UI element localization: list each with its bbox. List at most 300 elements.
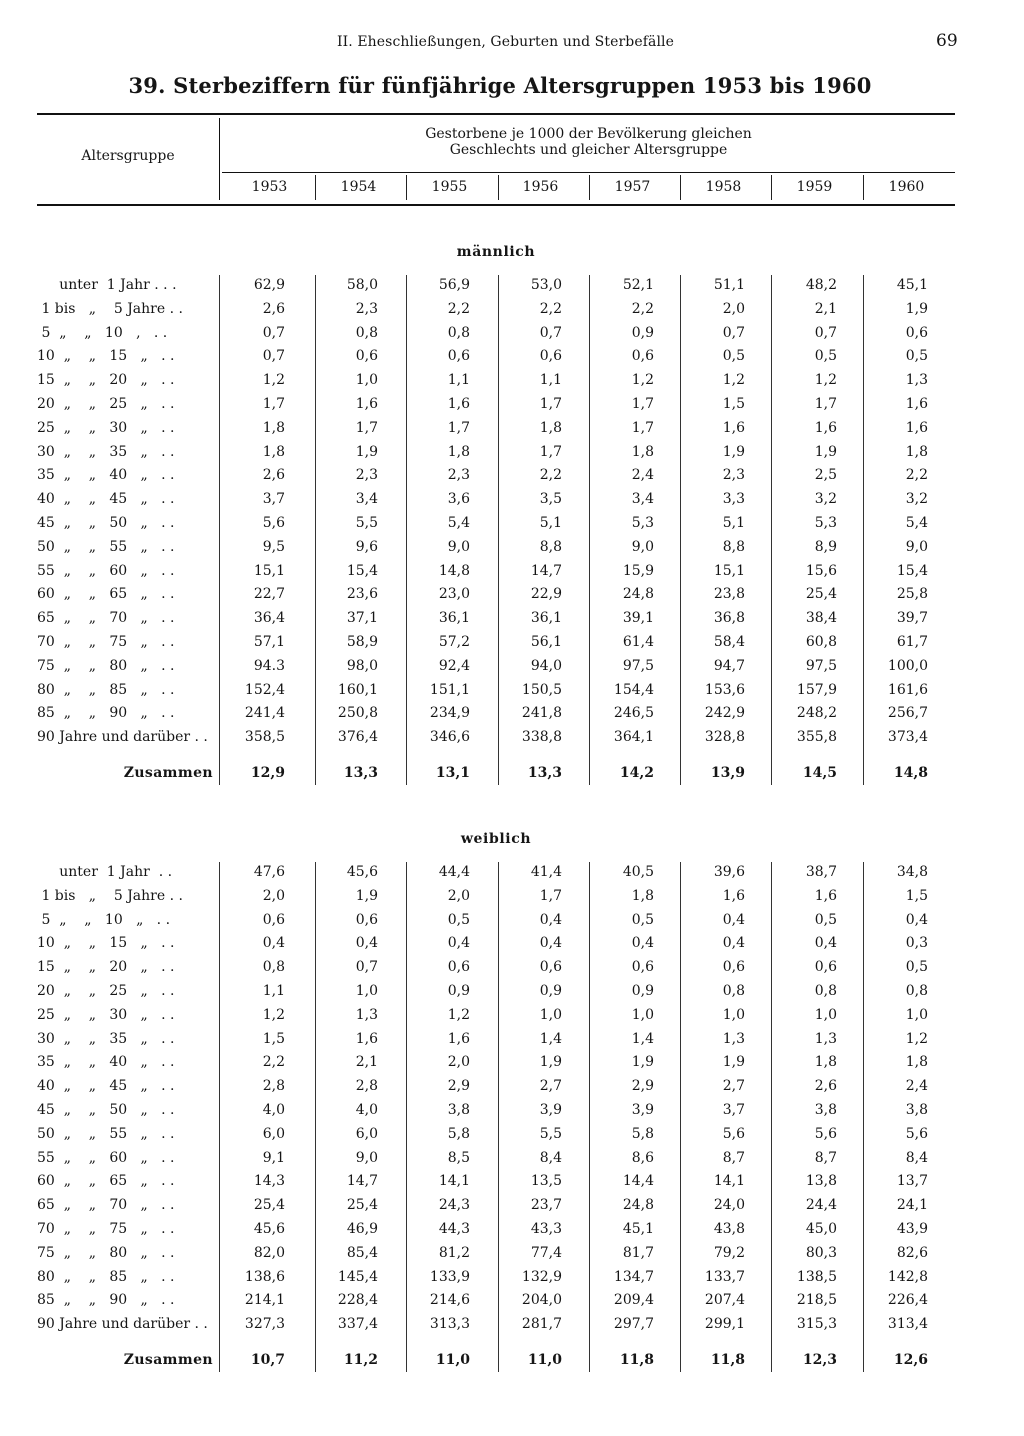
table-cell: 0,6 <box>631 959 654 976</box>
row-label: 20 „ „ 25 „ . . <box>37 983 175 999</box>
table-cell: 56,9 <box>438 277 470 293</box>
row-label: 70 „ „ 75 „ . . <box>37 1221 175 1237</box>
table-cell: 8,9 <box>814 538 837 555</box>
table-cell: 8,6 <box>631 1149 654 1166</box>
table-cell: 62,9 <box>253 277 285 293</box>
table-row <box>0 1126 1000 1150</box>
row-label: 35 „ „ 40 „ . . <box>37 1054 175 1071</box>
table-row <box>0 372 1000 396</box>
year-separator <box>771 175 772 200</box>
table-cell: 3,2 <box>905 491 928 508</box>
stub-divider <box>219 118 220 200</box>
table-cell: 24,4 <box>805 1197 837 1214</box>
table-cell: 0,6 <box>447 959 470 976</box>
table-cell: 1,7 <box>539 443 562 460</box>
table-cell: 0,7 <box>539 324 562 341</box>
table-cell: 61,4 <box>622 634 654 650</box>
table-cell: 1,2 <box>262 372 285 389</box>
table-row <box>0 348 1000 372</box>
table-cell: 315,3 <box>796 1316 837 1333</box>
running-head: II. Eheschließungen, Geburten und Sterbefälle <box>337 34 674 50</box>
table-row <box>0 983 1000 1007</box>
table-cell: 45,6 <box>346 864 378 880</box>
table-cell: 22,7 <box>253 586 285 603</box>
table-cell: 14,7 <box>346 1173 378 1190</box>
table-cell: 3,4 <box>631 491 654 508</box>
table-cell: 1,3 <box>905 372 928 389</box>
table-row <box>0 888 1000 912</box>
table-cell: 2,1 <box>355 1054 378 1071</box>
head-inner-rule <box>222 172 955 173</box>
table-cell: 97,5 <box>805 657 837 674</box>
table-cell: 14,1 <box>438 1173 470 1190</box>
table-cell: 241,4 <box>244 705 285 722</box>
table-cell: 1,6 <box>814 419 837 436</box>
table-row <box>0 658 1000 682</box>
row-label: 25 „ „ 30 „ . . <box>37 1006 175 1023</box>
row-label: 65 „ „ 70 „ . . <box>37 1197 175 1214</box>
table-cell: 2,9 <box>631 1078 654 1095</box>
table-cell: 44,3 <box>438 1221 470 1237</box>
table-row <box>0 1007 1000 1031</box>
table-cell: 81,7 <box>622 1244 654 1261</box>
table-cell: 1,8 <box>814 1054 837 1071</box>
table-cell: 43,8 <box>713 1221 745 1237</box>
table-cell: 97,5 <box>622 657 654 674</box>
table-cell: 60,8 <box>805 634 837 650</box>
table-cell: 0,9 <box>631 324 654 341</box>
table-cell: 2,8 <box>355 1078 378 1095</box>
table-cell: 45,1 <box>896 277 928 293</box>
table-cell: 0,8 <box>262 959 285 976</box>
total-cell: 11,0 <box>527 1352 562 1368</box>
row-label: 25 „ „ 30 „ . . <box>37 419 175 436</box>
table-cell: 1,0 <box>355 372 378 389</box>
row-label: 50 „ „ 55 „ . . <box>37 538 175 555</box>
table-cell: 0,9 <box>447 983 470 999</box>
table-cell: 0,4 <box>905 911 928 928</box>
table-cell: 0,6 <box>262 911 285 928</box>
table-row <box>0 396 1000 420</box>
table-cell: 3,6 <box>447 491 470 508</box>
row-label: 60 „ „ 65 „ . . <box>37 1173 175 1190</box>
table-cell: 8,7 <box>722 1149 745 1166</box>
table-cell: 2,6 <box>262 467 285 484</box>
table-cell: 37,1 <box>346 610 378 627</box>
table-cell: 1,9 <box>905 300 928 317</box>
row-label: unter 1 Jahr . . <box>37 864 173 880</box>
table-cell: 1,0 <box>722 1006 745 1023</box>
table-cell: 82,0 <box>253 1244 285 1261</box>
row-label: 15 „ „ 20 „ . . <box>37 959 175 976</box>
year-separator <box>498 175 499 200</box>
table-cell: 1,9 <box>722 443 745 460</box>
table-cell: 39,7 <box>896 610 928 627</box>
table-row <box>0 277 1000 301</box>
table-cell: 5,3 <box>631 515 654 531</box>
row-label: 35 „ „ 40 „ . . <box>37 467 175 484</box>
table-cell: 0,4 <box>722 911 745 928</box>
table-row <box>0 467 1000 491</box>
table-cell: 3,9 <box>539 1102 562 1118</box>
table-cell: 313,3 <box>429 1316 470 1333</box>
year-heading: 1958 <box>705 179 742 195</box>
table-cell: 25,4 <box>253 1197 285 1214</box>
table-cell: 1,0 <box>631 1006 654 1023</box>
table-cell: 79,2 <box>713 1244 745 1261</box>
table-cell: 1,8 <box>539 419 562 436</box>
table-cell: 2,0 <box>722 300 745 317</box>
table-cell: 358,5 <box>244 729 285 746</box>
table-cell: 142,8 <box>887 1268 928 1285</box>
table-cell: 45,6 <box>253 1221 285 1237</box>
row-label: 45 „ „ 50 „ . . <box>37 1102 175 1118</box>
table-row <box>0 491 1000 515</box>
table-cell: 3,9 <box>631 1102 654 1118</box>
table-cell: 0,5 <box>905 348 928 365</box>
table-row <box>0 1245 1000 1269</box>
table-cell: 1,4 <box>631 1030 654 1047</box>
table-row <box>0 444 1000 468</box>
table-cell: 58,4 <box>713 634 745 650</box>
table-cell: 5,6 <box>814 1125 837 1142</box>
table-cell: 242,9 <box>704 705 745 722</box>
table-cell: 3,8 <box>905 1102 928 1118</box>
table-cell: 250,8 <box>337 705 378 722</box>
year-heading: 1953 <box>251 179 288 195</box>
table-cell: 1,6 <box>355 396 378 412</box>
table-cell: 1,1 <box>539 372 562 389</box>
table-cell: 94,7 <box>713 657 745 674</box>
table-cell: 53,0 <box>530 277 562 293</box>
table-cell: 22,9 <box>530 586 562 603</box>
table-row <box>0 325 1000 349</box>
table-cell: 81,2 <box>438 1244 470 1261</box>
table-cell: 133,7 <box>704 1268 745 1285</box>
table-cell: 3,3 <box>722 491 745 508</box>
table-cell: 56,1 <box>530 634 562 650</box>
table-cell: 151,1 <box>429 681 470 698</box>
table-cell: 0,8 <box>355 324 378 341</box>
table-row <box>0 705 1000 729</box>
table-row <box>0 420 1000 444</box>
table-cell: 77,4 <box>530 1244 562 1261</box>
year-separator <box>863 175 864 200</box>
row-label: 65 „ „ 70 „ . . <box>37 610 175 627</box>
table-cell: 46,9 <box>346 1221 378 1237</box>
table-cell: 2,7 <box>539 1078 562 1095</box>
row-label: 15 „ „ 20 „ . . <box>37 372 175 389</box>
table-cell: 1,7 <box>814 396 837 412</box>
table-cell: 13,8 <box>805 1173 837 1190</box>
table-cell: 23,8 <box>713 586 745 603</box>
table-title: 39. Sterbeziffern für fünfjährige Altersgruppen 1953 bis 1960 <box>128 73 872 98</box>
table-cell: 2,3 <box>355 300 378 317</box>
table-cell: 9,5 <box>262 538 285 555</box>
row-label: 55 „ „ 60 „ . . <box>37 1149 175 1166</box>
row-label: 80 „ „ 85 „ . . <box>37 681 175 698</box>
row-label: 70 „ „ 75 „ . . <box>37 634 175 650</box>
table-cell: 0,5 <box>722 348 745 365</box>
table-cell: 2,5 <box>814 467 837 484</box>
table-cell: 45,0 <box>805 1221 837 1237</box>
table-cell: 1,9 <box>539 1054 562 1071</box>
table-cell: 1,9 <box>722 1054 745 1071</box>
table-cell: 297,7 <box>613 1316 654 1333</box>
row-label: 85 „ „ 90 „ . . <box>37 705 175 722</box>
table-cell: 256,7 <box>887 705 928 722</box>
table-cell: 5,3 <box>814 515 837 531</box>
table-cell: 0,4 <box>447 935 470 952</box>
table-cell: 6,0 <box>355 1125 378 1142</box>
total-cell: 13,1 <box>435 765 470 781</box>
table-cell: 82,6 <box>896 1244 928 1261</box>
table-cell: 1,6 <box>722 887 745 904</box>
table-cell: 15,6 <box>805 562 837 579</box>
table-cell: 1,6 <box>447 1030 470 1047</box>
row-label: unter 1 Jahr . . . <box>37 277 177 293</box>
table-cell: 204,0 <box>521 1292 562 1309</box>
total-cell: 11,8 <box>619 1352 654 1368</box>
table-cell: 0,7 <box>262 348 285 365</box>
table-cell: 0,4 <box>262 935 285 952</box>
table-cell: 6,0 <box>262 1125 285 1142</box>
table-cell: 1,9 <box>355 443 378 460</box>
table-cell: 1,3 <box>355 1006 378 1023</box>
row-label: 45 „ „ 50 „ . . <box>37 515 175 531</box>
table-cell: 9,6 <box>355 538 378 555</box>
table-cell: 0,6 <box>539 959 562 976</box>
table-cell: 1,2 <box>447 1006 470 1023</box>
table-cell: 1,6 <box>905 396 928 412</box>
table-cell: 2,7 <box>722 1078 745 1095</box>
table-cell: 8,7 <box>814 1149 837 1166</box>
table-cell: 98,0 <box>346 657 378 674</box>
spanner-heading <box>222 126 955 158</box>
table-cell: 5,6 <box>905 1125 928 1142</box>
table-cell: 1,8 <box>631 887 654 904</box>
table-cell: 13,5 <box>530 1173 562 1190</box>
table-cell: 9,0 <box>905 538 928 555</box>
table-cell: 0,6 <box>539 348 562 365</box>
table-cell: 2,3 <box>355 467 378 484</box>
table-cell: 58,0 <box>346 277 378 293</box>
table-cell: 338,8 <box>521 729 562 746</box>
table-cell: 85,4 <box>346 1244 378 1261</box>
total-cell: 12,9 <box>250 765 285 781</box>
table-cell: 5,8 <box>447 1125 470 1142</box>
table-cell: 2,0 <box>447 887 470 904</box>
table-cell: 234,9 <box>429 705 470 722</box>
year-heading: 1955 <box>431 179 468 195</box>
table-cell: 0,6 <box>447 348 470 365</box>
table-cell: 58,9 <box>346 634 378 650</box>
table-cell: 9,0 <box>447 538 470 555</box>
table-cell: 218,5 <box>796 1292 837 1309</box>
table-row <box>0 1316 1000 1340</box>
total-row <box>0 765 1000 789</box>
table-cell: 0,5 <box>905 959 928 976</box>
table-cell: 4,0 <box>262 1102 285 1118</box>
row-label: 90 Jahre und darüber . . <box>37 729 208 746</box>
table-cell: 15,9 <box>622 562 654 579</box>
table-cell: 36,1 <box>530 610 562 627</box>
table-cell: 9,1 <box>262 1149 285 1166</box>
table-cell: 1,8 <box>262 419 285 436</box>
table-cell: 9,0 <box>631 538 654 555</box>
total-cell: 13,3 <box>343 765 378 781</box>
row-label: 1 bis „ 5 Jahre . . <box>37 887 183 904</box>
table-cell: 337,4 <box>337 1316 378 1333</box>
table-cell: 5,1 <box>539 515 562 531</box>
table-cell: 228,4 <box>337 1292 378 1309</box>
table-top-rule <box>37 113 955 115</box>
year-heading: 1954 <box>340 179 377 195</box>
table-cell: 0,7 <box>722 324 745 341</box>
table-cell: 36,1 <box>438 610 470 627</box>
table-cell: 150,5 <box>521 681 562 698</box>
table-cell: 8,8 <box>539 538 562 555</box>
table-cell: 1,0 <box>539 1006 562 1023</box>
table-cell: 376,4 <box>337 729 378 746</box>
table-cell: 0,6 <box>355 911 378 928</box>
table-cell: 94,0 <box>530 657 562 674</box>
table-cell: 209,4 <box>613 1292 654 1309</box>
table-cell: 1,2 <box>814 372 837 389</box>
table-cell: 346,6 <box>429 729 470 746</box>
table-cell: 1,1 <box>447 372 470 389</box>
table-cell: 2,2 <box>262 1054 285 1071</box>
table-cell: 1,0 <box>905 1006 928 1023</box>
spanner-heading-line-2: Geschlechts und gleicher Altersgruppe <box>449 142 728 158</box>
total-cell: 13,3 <box>527 765 562 781</box>
table-cell: 23,0 <box>438 586 470 603</box>
table-cell: 0,6 <box>814 959 837 976</box>
table-row <box>0 729 1000 753</box>
table-cell: 24,8 <box>622 1197 654 1214</box>
year-separator <box>589 175 590 200</box>
table-cell: 1,2 <box>262 1006 285 1023</box>
table-cell: 1,3 <box>722 1030 745 1047</box>
table-cell: 2,2 <box>631 300 654 317</box>
table-cell: 1,2 <box>905 1030 928 1047</box>
table-cell: 373,4 <box>887 729 928 746</box>
table-cell: 52,1 <box>622 277 654 293</box>
table-row <box>0 301 1000 325</box>
table-row <box>0 610 1000 634</box>
table-cell: 0,3 <box>905 935 928 952</box>
total-label: Zusammen <box>123 1352 213 1368</box>
table-cell: 14,7 <box>530 562 562 579</box>
table-cell: 3,8 <box>447 1102 470 1118</box>
table-row <box>0 1054 1000 1078</box>
table-cell: 1,6 <box>447 396 470 412</box>
table-row <box>0 1292 1000 1316</box>
table-row <box>0 515 1000 539</box>
table-cell: 24,3 <box>438 1197 470 1214</box>
table-cell: 154,4 <box>613 681 654 698</box>
table-cell: 3,8 <box>814 1102 837 1118</box>
table-cell: 8,8 <box>722 538 745 555</box>
table-cell: 0,4 <box>355 935 378 952</box>
table-cell: 15,1 <box>253 562 285 579</box>
table-row <box>0 1197 1000 1221</box>
table-cell: 1,6 <box>814 887 837 904</box>
table-cell: 1,7 <box>539 887 562 904</box>
table-cell: 38,7 <box>805 864 837 880</box>
table-cell: 57,2 <box>438 634 470 650</box>
table-cell: 1,0 <box>355 983 378 999</box>
row-label: 55 „ „ 60 „ . . <box>37 562 175 579</box>
table-cell: 214,1 <box>244 1292 285 1309</box>
table-cell: 80,3 <box>805 1244 837 1261</box>
table-cell: 0,5 <box>447 911 470 928</box>
row-label: 1 bis „ 5 Jahre . . <box>37 300 183 317</box>
table-cell: 3,7 <box>722 1102 745 1118</box>
table-cell: 1,8 <box>262 443 285 460</box>
table-cell: 0,9 <box>631 983 654 999</box>
year-separator <box>406 175 407 200</box>
table-cell: 5,5 <box>539 1125 562 1142</box>
table-cell: 1,6 <box>722 419 745 436</box>
table-cell: 1,7 <box>355 419 378 436</box>
table-row <box>0 682 1000 706</box>
table-cell: 299,1 <box>704 1316 745 1333</box>
table-cell: 2,9 <box>447 1078 470 1095</box>
table-cell: 134,7 <box>613 1268 654 1285</box>
table-cell: 0,4 <box>631 935 654 952</box>
table-cell: 43,9 <box>896 1221 928 1237</box>
table-cell: 5,6 <box>722 1125 745 1142</box>
table-row <box>0 539 1000 563</box>
table-cell: 9,0 <box>355 1149 378 1166</box>
table-cell: 0,7 <box>814 324 837 341</box>
table-cell: 51,1 <box>713 277 745 293</box>
row-label: 75 „ „ 80 „ . . <box>37 657 175 674</box>
table-cell: 1,7 <box>539 396 562 412</box>
table-cell: 40,5 <box>622 864 654 880</box>
table-cell: 214,6 <box>429 1292 470 1309</box>
table-cell: 0,8 <box>447 324 470 341</box>
table-cell: 24,8 <box>622 586 654 603</box>
table-cell: 2,3 <box>447 467 470 484</box>
table-row <box>0 1173 1000 1197</box>
row-label: 40 „ „ 45 „ . . <box>37 491 175 508</box>
table-cell: 47,6 <box>253 864 285 880</box>
table-cell: 207,4 <box>704 1292 745 1309</box>
table-cell: 2,0 <box>262 887 285 904</box>
table-cell: 5,8 <box>631 1125 654 1142</box>
table-row <box>0 935 1000 959</box>
table-cell: 15,4 <box>346 562 378 579</box>
table-cell: 313,4 <box>887 1316 928 1333</box>
table-cell: 1,5 <box>722 396 745 412</box>
table-cell: 0,5 <box>814 348 837 365</box>
table-cell: 145,4 <box>337 1268 378 1285</box>
table-cell: 1,9 <box>814 443 837 460</box>
table-cell: 161,6 <box>887 681 928 698</box>
row-label: 50 „ „ 55 „ . . <box>37 1125 175 1142</box>
row-label: 10 „ „ 15 „ . . <box>37 348 175 365</box>
table-cell: 0,6 <box>722 959 745 976</box>
total-cell: 14,8 <box>893 765 928 781</box>
table-cell: 1,4 <box>539 1030 562 1047</box>
table-cell: 157,9 <box>796 681 837 698</box>
table-cell: 5,4 <box>905 515 928 531</box>
table-row <box>0 1102 1000 1126</box>
section-title: weiblich <box>460 831 532 847</box>
table-cell: 8,4 <box>905 1149 928 1166</box>
